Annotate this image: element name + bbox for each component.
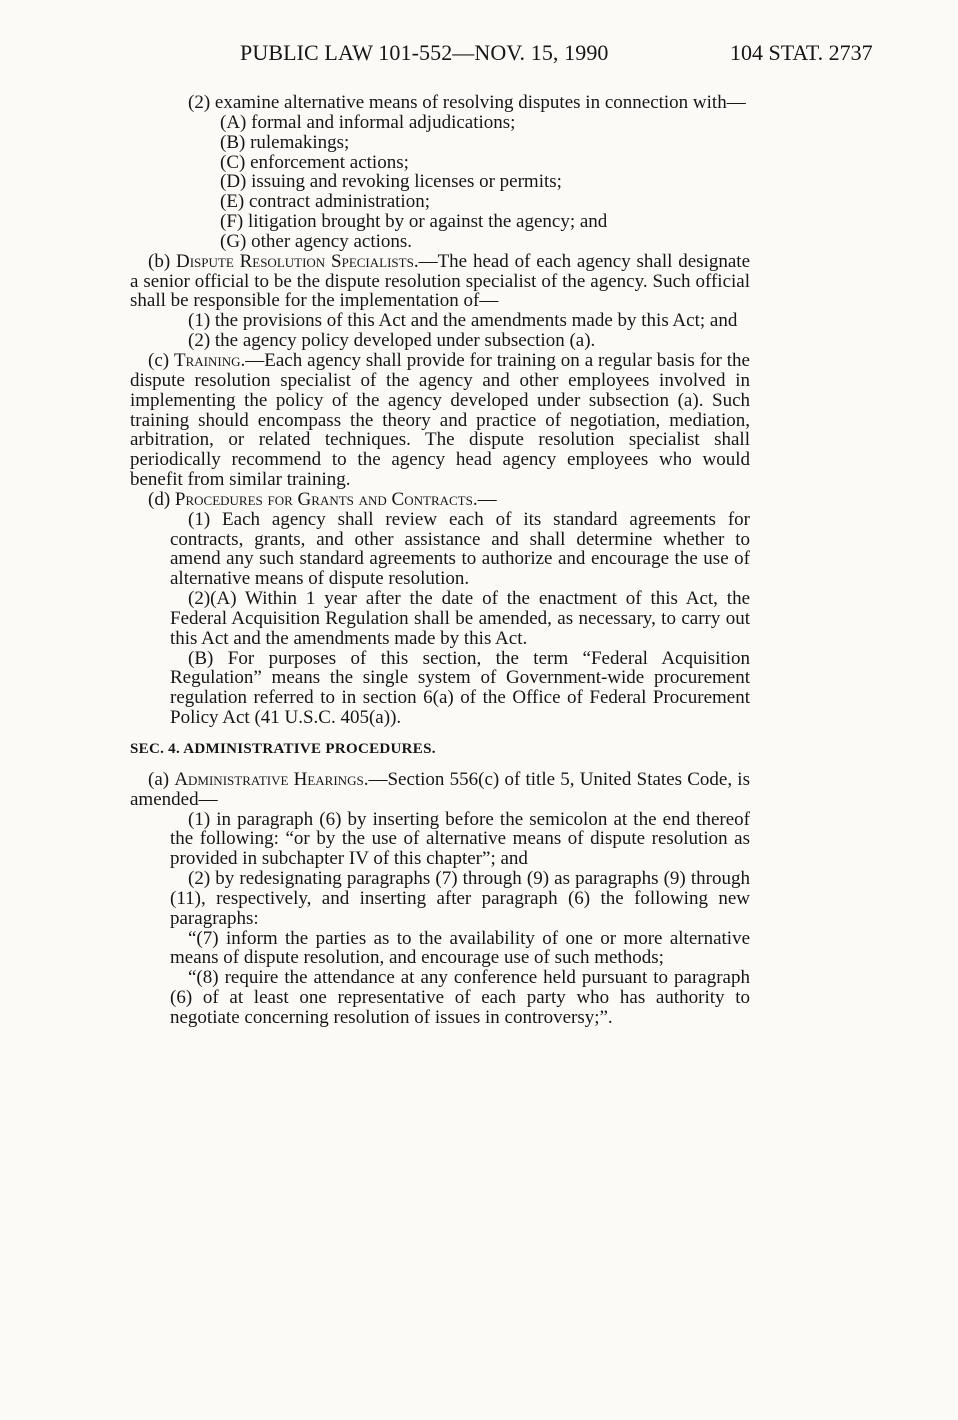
list-item: (B) rulemakings;: [220, 131, 350, 153]
list-item: (C) enforcement actions;: [220, 151, 409, 173]
section-4-heading: SEC. 4. ADMINISTRATIVE PROCEDURES.: [130, 741, 436, 757]
subsection-b-text: .—The head of each agency shall designate a senior official to be the dispute resolution specialist of the agency. Such official shall be responsible for the implementation of—: [130, 250, 751, 312]
paragraph-2-examine: (2) examine alternative means of resolving disputes in connection with—: [188, 92, 746, 113]
subsection-d: [130, 490, 750, 510]
section-4-subsection-a: [130, 770, 750, 810]
list-item: (A) formal and informal adjudications;: [220, 111, 516, 133]
subsection-b-item-2: (2) the agency policy developed under subsection (a).: [188, 330, 596, 352]
section-4-a-text: .—Section 556(c) of title 5, United States Code, is amended—: [130, 768, 750, 810]
section-4-a-quoted-7: “(7) inform the parties as to the availability of one or more alternative means of dispute resolution, and encourage use of such methods;: [170, 927, 750, 969]
list-item: (G) other agency actions.: [220, 230, 413, 252]
subsection-d-heading: Procedures for Grants and Contracts: [174, 488, 473, 510]
section-4-a-item-2: (2) by redesignating paragraphs (7) through (9) as paragraphs (9) through (11), respectively, and inserting after paragraph (6) the following new paragraphs:: [170, 868, 750, 929]
subsection-d-label: (d): [148, 488, 175, 510]
statute-page-number: 104 STAT. 2737: [730, 40, 873, 65]
subsection-d-text: .—: [472, 488, 497, 510]
subsection-b-item-1: (1) the provisions of this Act and the amendments made by this Act; and: [188, 310, 738, 332]
running-head-title: PUBLIC LAW 101-552—NOV. 15, 1990: [240, 40, 609, 65]
list-item: (D) issuing and revoking licenses or permits;: [220, 171, 562, 193]
subsection-b-label: (b): [148, 250, 176, 272]
section-4-a-item-1: (1) in paragraph (6) by inserting before the semicolon at the end thereof the following: “or by the use of alternative means of dispute resolution as provided in subchapter IV of this chapter”; and: [170, 808, 750, 870]
subsection-b-heading: Dispute Resolution Specialists: [175, 250, 414, 272]
page-header: [0, 40, 958, 74]
list-item: (F) litigation brought by or against the agency; and: [220, 211, 608, 233]
subsection-d-item-1: (1) Each agency shall review each of its standard agreements for contracts, grants, and other assistance and shall determine whether to amend any such standard agreements to authorize and encourage the use of alternative means of dispute resolution.: [170, 508, 750, 590]
section-4-a-quoted-8: “(8) require the attendance at any conference held pursuant to paragraph (6) of at least one representative of each party who has authority to negotiate concerning resolution of issues in controversy;”.: [170, 967, 750, 1028]
subsection-d-item-2b: (B) For purposes of this section, the term “Federal Acquisition Regulation” means the single system of Government-wide procurement regulation referred to in section 6(a) of the Office of Federal Procurement Policy Act (41 U.S.C. 405(a)).: [170, 647, 750, 729]
subsection-c: [130, 351, 750, 490]
section-4-a-label: (a): [148, 768, 175, 790]
subsection-d-item-2a: (2)(A) Within 1 year after the date of the enactment of this Act, the Federal Acquisition Regulation shall be amended, as necessary, to carry out this Act and the amendments made by this Act.: [170, 588, 750, 649]
subsection-c-text: .—Each agency shall provide for training on a regular basis for the dispute resolution specialist of the agency and other employees involved in implementing the policy of the agency developed under subsection (a). Such training should encompass the theory and practice of negotiation, mediation, arbitration, or related techniques. The dispute resolution specialist shall periodically recommend to the agency head agency employees who would benefit from similar training.: [130, 349, 750, 491]
subsection-c-label: (c): [148, 349, 175, 371]
adjudication-list: [130, 113, 750, 252]
subsection-b: [130, 252, 750, 312]
subsection-c-heading: Training: [174, 349, 241, 371]
section-4-a-heading: Administrative Hearings: [174, 768, 364, 790]
body-text: [130, 93, 750, 1028]
list-item: (E) contract administration;: [220, 191, 430, 213]
